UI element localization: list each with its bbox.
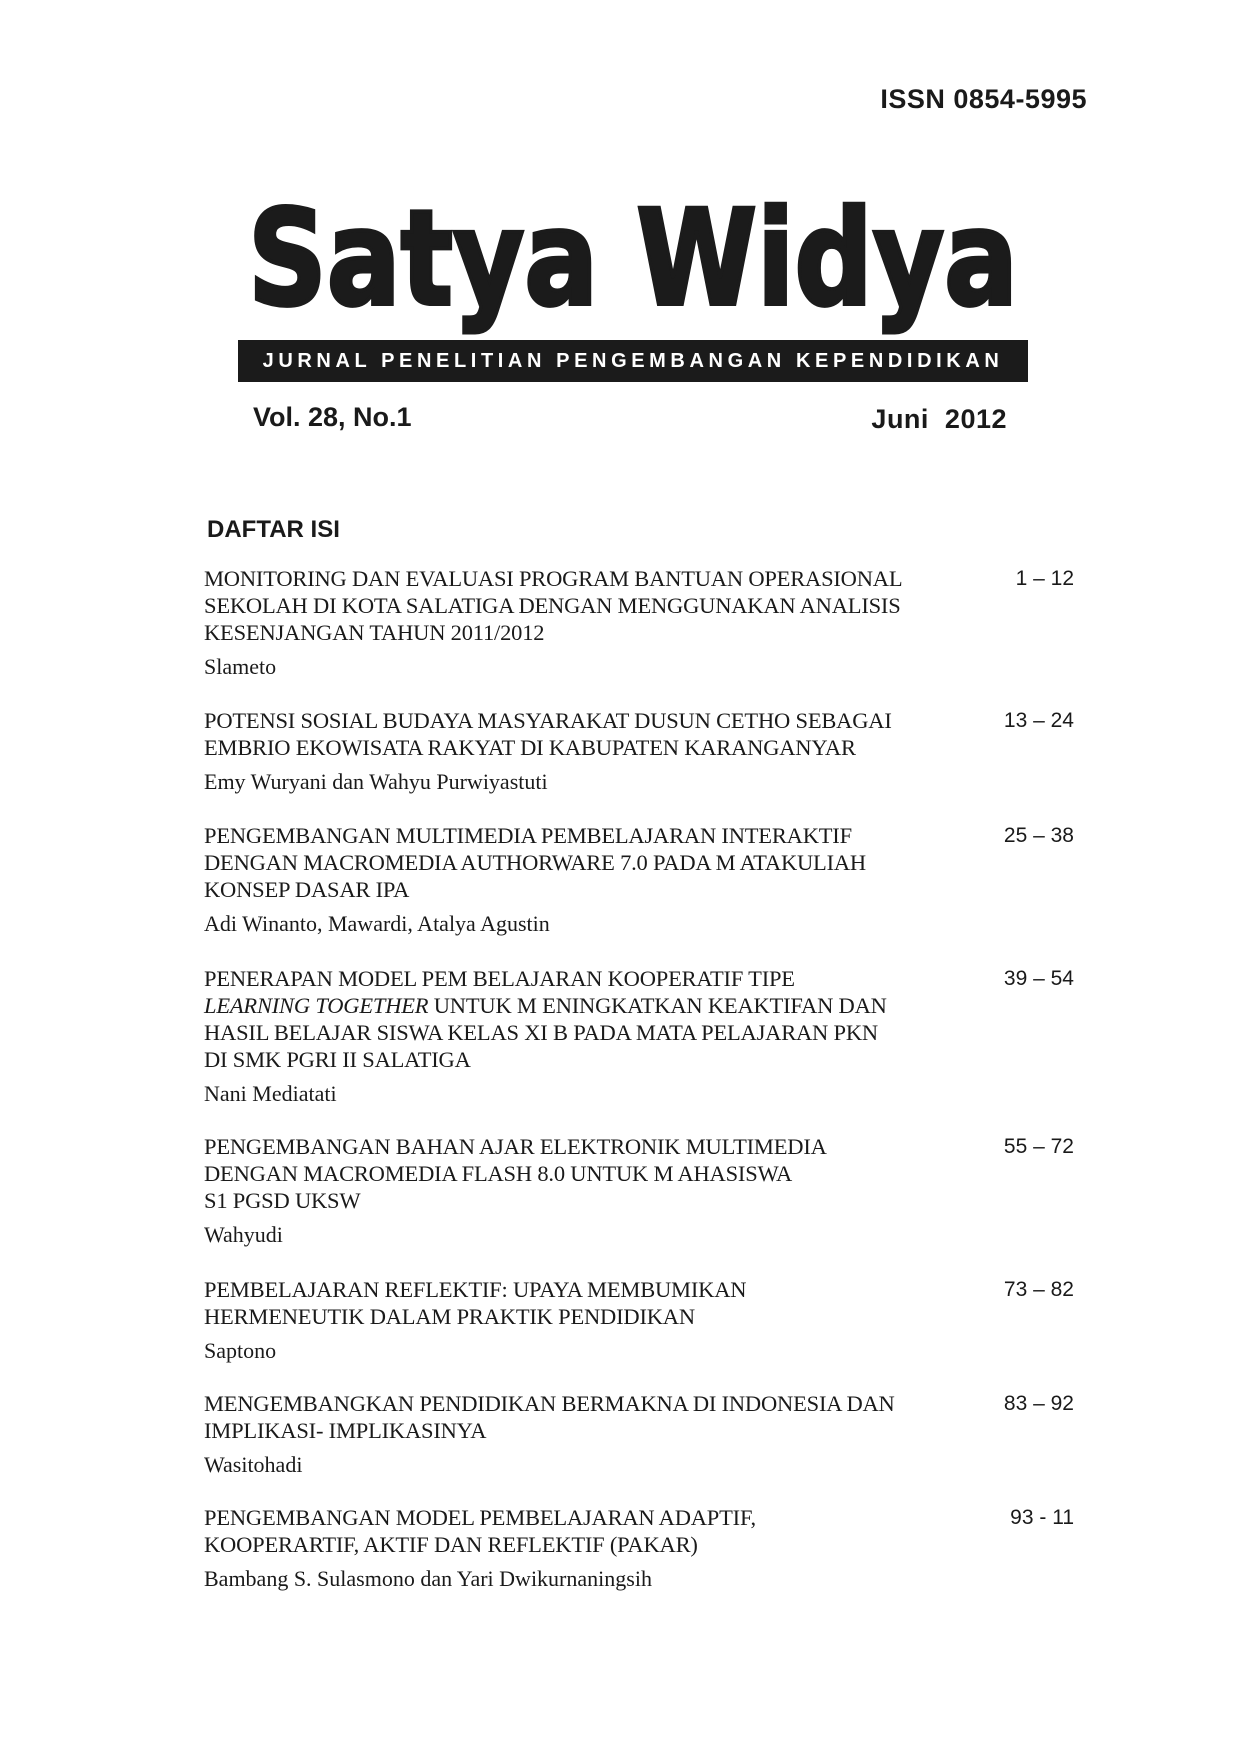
journal-subtitle: JURNAL PENELITIAN PENGEMBANGAN KEPENDIDIKAN: [238, 340, 1028, 382]
toc-entry[interactable]: [204, 707, 1074, 795]
article-title[interactable]: [204, 1276, 964, 1330]
toc-entry[interactable]: [204, 565, 1074, 680]
article-author: Saptono: [204, 1338, 277, 1363]
issue-date: Juni 2012: [871, 404, 1007, 434]
toc-entry[interactable]: [204, 1390, 1074, 1478]
article-title-line: KOOPERARTIF, AKTIF DAN REFLEKTIF (PAKAR): [204, 1532, 698, 1557]
page-range: 83 – 92: [1003, 1392, 1074, 1415]
article-title-line: HERMENEUTIK DALAM PRAKTIK PENDIDIKAN: [204, 1304, 695, 1329]
article-title-line: PEMBELAJARAN REFLEKTIF: UPAYA MEMBUMIKAN: [204, 1277, 747, 1302]
journal-masthead: [238, 182, 1028, 382]
issn-label: ISSN 0854-5995: [880, 84, 1087, 114]
toc-heading: DAFTAR ISI: [207, 516, 340, 543]
article-title-line: KONSEP DASAR IPA: [204, 877, 410, 902]
article-title-line: PENGEMBANGAN BAHAN AJAR ELEKTRONIK MULTIMEDIA: [204, 1134, 827, 1159]
article-title-line: EMBRIO EKOWISATA RAKYAT DI KABUPATEN KARANGANYAR: [204, 735, 856, 760]
page-range: 25 – 38: [1003, 824, 1074, 847]
article-title[interactable]: [204, 1133, 964, 1214]
toc-entry[interactable]: [204, 1133, 1074, 1248]
journal-title: Satya Widya: [248, 182, 1018, 336]
article-author: Emy Wuryani dan Wahyu Purwiyastuti: [204, 769, 548, 794]
article-author: Slameto: [204, 654, 277, 679]
journal-title-logo: [238, 182, 1028, 336]
article-title-line: HASIL BELAJAR SISWA KELAS XI B PADA MATA PELAJARAN PKN: [204, 1020, 878, 1045]
article-author: Wasitohadi: [204, 1452, 303, 1477]
article-title-italic: LEARNING TOGETHER: [204, 993, 429, 1018]
article-title-line: PENGEMBANGAN MODEL PEMBELAJARAN ADAPTIF,: [204, 1505, 756, 1530]
page-range: 93 - 11: [1010, 1506, 1074, 1529]
article-title-line: MONITORING DAN EVALUASI PROGRAM BANTUAN OPERASIONAL: [204, 566, 903, 591]
article-title[interactable]: [204, 822, 964, 903]
article-title[interactable]: [204, 965, 964, 1073]
article-title-line: DENGAN MACROMEDIA AUTHORWARE 7.0 PADA M ATAKULIAH: [204, 850, 866, 875]
article-title-line: PENGEMBANGAN MULTIMEDIA PEMBELAJARAN INTERAKTIF: [204, 823, 852, 848]
article-title-line: POTENSI SOSIAL BUDAYA MASYARAKAT DUSUN CETHO SEBAGAI: [204, 708, 892, 733]
article-title-line: SEKOLAH DI KOTA SALATIGA DENGAN MENGGUNAKAN ANALISIS: [204, 593, 901, 618]
article-title-rest: UNTUK M ENINGKATKAN KEAKTIFAN DAN: [428, 993, 887, 1018]
toc-entry[interactable]: [204, 1276, 1074, 1364]
article-title-line: PENERAPAN MODEL PEM BELAJARAN KOOPERATIF TIPE: [204, 966, 795, 991]
page-range: 55 – 72: [1003, 1135, 1074, 1158]
article-title-line: S1 PGSD UKSW: [204, 1188, 361, 1213]
page-range: 13 – 24: [1003, 709, 1074, 732]
article-title[interactable]: [204, 707, 964, 761]
article-author: Adi Winanto, Mawardi, Atalya Agustin: [204, 911, 550, 936]
toc-entry[interactable]: [204, 965, 1074, 1107]
article-title[interactable]: [204, 1390, 964, 1444]
article-title-line: DI SMK PGRI II SALATIGA: [204, 1047, 471, 1072]
page-range: 39 – 54: [1003, 967, 1074, 990]
article-title-line: [204, 992, 964, 1019]
article-title-line: MENGEMBANGKAN PENDIDIKAN BERMAKNA DI INDONESIA DAN: [204, 1391, 895, 1416]
article-author: Nani Mediatati: [204, 1081, 337, 1106]
toc-entry[interactable]: [204, 822, 1074, 937]
toc-entry[interactable]: [204, 1504, 1074, 1592]
article-title[interactable]: [204, 1504, 964, 1558]
volume-label: Vol. 28, No.1: [253, 402, 412, 432]
page-range: 73 – 82: [1003, 1278, 1074, 1301]
page-range: 1 – 12: [1015, 567, 1074, 590]
article-title[interactable]: [204, 565, 964, 646]
article-author: Wahyudi: [204, 1222, 283, 1247]
article-title-line: DENGAN MACROMEDIA FLASH 8.0 UNTUK M AHASISWA: [204, 1161, 793, 1186]
article-title-line: KESENJANGAN TAHUN 2011/2012: [204, 620, 545, 645]
article-title-line: IMPLIKASI- IMPLIKASINYA: [204, 1418, 487, 1443]
article-author: Bambang S. Sulasmono dan Yari Dwikurnaningsih: [204, 1566, 652, 1591]
